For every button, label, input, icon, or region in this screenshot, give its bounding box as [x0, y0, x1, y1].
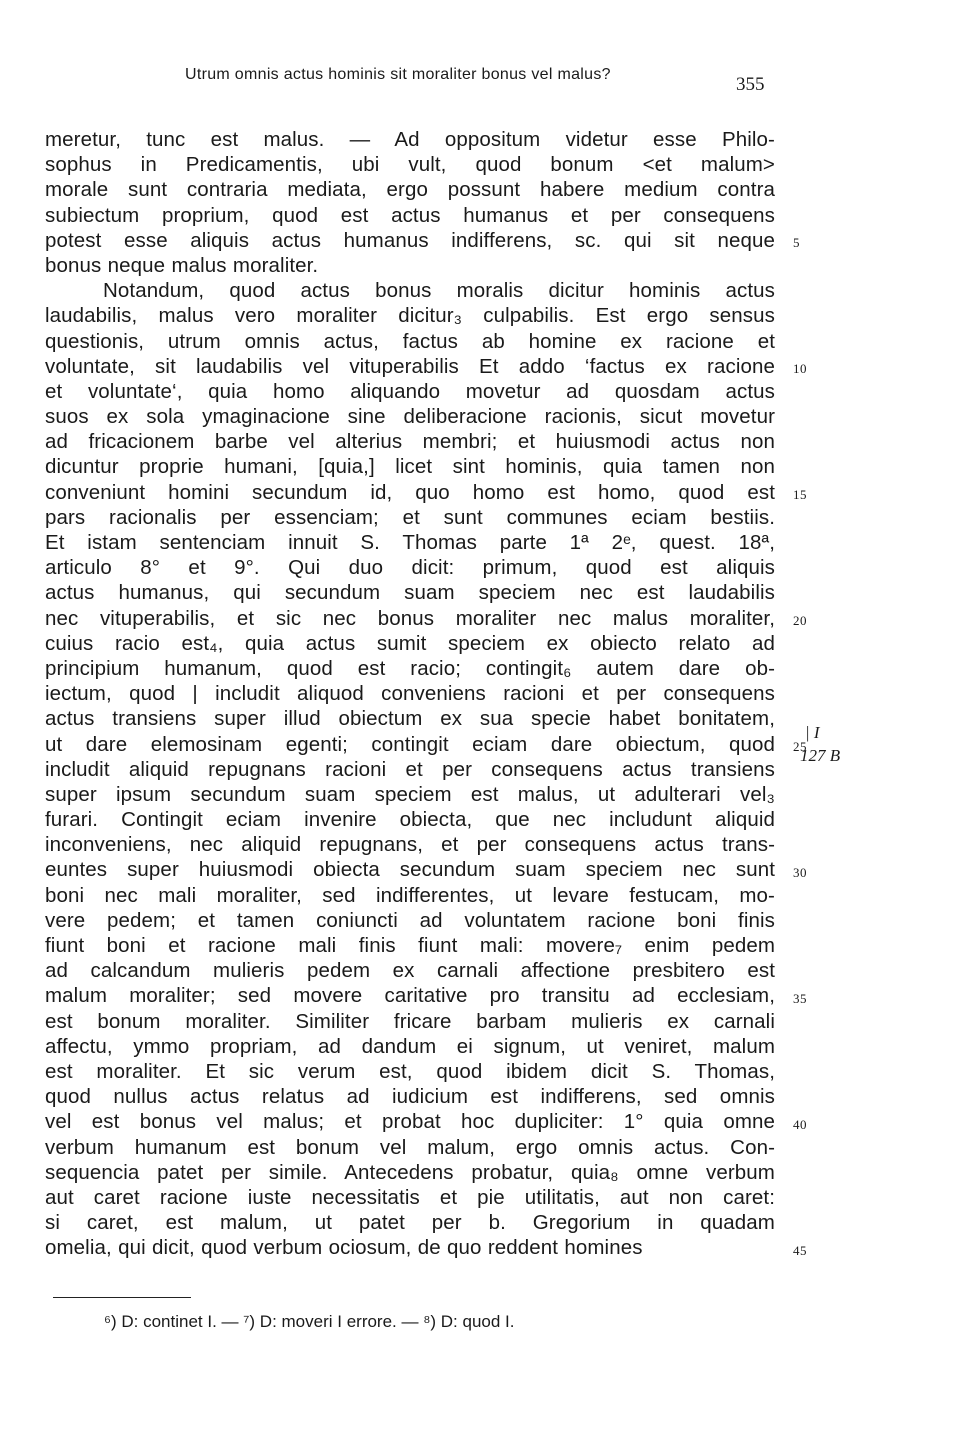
text-line: si caret, est malum, ut patet per b. Gregorium in quadam: [45, 1211, 775, 1235]
margin-line-number: 15: [793, 486, 807, 502]
margin-line-number: 10: [793, 360, 807, 376]
page-number: 355: [736, 74, 765, 95]
text-line: dicuntur proprie humani, [quia,] licet sint hominis, quia tamen non: [45, 455, 775, 479]
text-line: articulo 8° et 9°. Qui duo dicit: primum, quod est aliquis: [45, 556, 775, 580]
text-line: principium humanum, quod est racio; contingit₆ autem dare ob-: [45, 656, 775, 680]
text-line: et voluntate‘, quia homo aliquando movetur ad quosdam actus: [45, 379, 775, 403]
text-line: verbum humanum est bonum vel malum, ergo omnis actus. Con-: [45, 1135, 775, 1159]
margin-line-number: 45: [793, 1242, 807, 1258]
text-line: vel est bonus vel malus; et probat hoc dupliciter: 1° quia omne: [45, 1110, 775, 1134]
text-line: voluntate, sit laudabilis vel vituperabilis Et addo ‘factus ex racione: [45, 354, 775, 378]
text-line: est bonum moraliter. Similiter fricare barbam mulieris ex carnali: [45, 1009, 775, 1033]
text-line: actus humanus, qui secundum suam speciem nec est laudabilis: [45, 581, 775, 605]
text-line: bonus neque malus moraliter.: [45, 253, 319, 277]
text-line: iectum, quod | includit aliquod conveniens racioni et per consequens: [45, 682, 775, 706]
text-line: fiunt boni et racione mali finis fiunt mali: movere₇ enim pedem: [45, 934, 775, 957]
text-line: malum moraliter; sed movere caritative pro transitu ad ecclesiam,: [45, 984, 775, 1008]
margin-line-number: 5: [793, 234, 800, 250]
text-line: furari. Contingit eciam invenire obiecta, que nec includunt aliquid: [45, 808, 775, 832]
text-line: subiectum proprium, quod est actus humanus et per consequens: [45, 203, 775, 227]
text-line: sophus in Predicamentis, ubi vult, quod bonum <et malum>: [45, 153, 775, 177]
text-line: Notandum, quod actus bonus moralis dicitur hominis actus: [103, 279, 775, 303]
text-line: Et istam sentenciam innuit S. Thomas parte 1ª 2ᵉ, quest. 18ª,: [45, 531, 775, 554]
text-line: morale sunt contraria mediata, ergo possunt habere medium contra: [45, 178, 775, 202]
text-line: euntes super huiusmodi obiecta secundum suam speciem nec sunt: [45, 858, 775, 882]
margin-ref-manuscript: | I: [805, 723, 820, 742]
margin-line-number: 20: [793, 612, 807, 628]
text-line: aut caret racione iuste necessitatis et pie utilitatis, aut non caret:: [45, 1185, 775, 1209]
text-line: potest esse aliquis actus humanus indifferens, sc. qui sit neque: [45, 228, 775, 252]
text-line: super ipsum secundum suam speciem est malus, ut adulterari vel₃: [45, 782, 775, 806]
text-line: pars racionalis per essenciam; et sunt communes eciam bestiis.: [45, 505, 775, 529]
margin-line-number: 30: [793, 864, 807, 880]
margin-ref-folio: 127 B: [800, 746, 841, 765]
text-line: conveniunt homini secundum id, quo homo est homo, quod est: [45, 480, 775, 504]
text-line: quod nullus actus relatus ad iudicium est indifferens, sed omnis: [45, 1085, 775, 1109]
text-line: boni nec mali moraliter, sed indifferentes, ut levare festucam, mo-: [45, 883, 775, 907]
text-line: ad calcandum mulieris pedem ex carnali affectione presbitero est: [45, 959, 775, 983]
text-line: sequencia patet per simile. Antecedens probatur, quia₈ omne verbum: [45, 1160, 775, 1184]
text-line: est moraliter. Et sic verum est, quod ibidem dicit S. Thomas,: [45, 1059, 775, 1083]
text-line: vere pedem; et tamen coniuncti ad voluntatem racione boni finis: [45, 908, 775, 932]
margin-line-number: 25: [793, 738, 807, 754]
text-line: actus transiens super illud obiectum ex sua specie habet bonitatem,: [45, 707, 775, 731]
text-line: affectu, ymmo propriam, ad dandum ei signum, ut veniret, malum: [45, 1034, 775, 1058]
text-line: questionis, utrum omnis actus, factus ab homine ex racione et: [45, 329, 775, 353]
text-line: laudabilis, malus vero moraliter dicitur₃ culpabilis. Est ergo sensus: [45, 304, 775, 328]
text-line: inconveniens, nec aliquid repugnans, et per consequens actus trans-: [45, 833, 775, 857]
footnotes: ⁶) D: continet I. — ⁷) D: moveri I errore. — ⁸) D: quod I.: [104, 1312, 515, 1331]
margin-line-number: 40: [793, 1116, 807, 1132]
footnote-rule: [53, 1297, 191, 1298]
text-line: nec vituperabilis, et sic nec bonus moraliter nec malus moraliter,: [45, 606, 775, 630]
text-line: meretur, tunc est malus. — Ad oppositum videtur esse Philo-: [45, 128, 775, 151]
running-title: Utrum omnis actus hominis sit moraliter bonus vel malus?: [185, 66, 611, 83]
text-line: omelia, qui dicit, quod verbum ociosum, de quo reddent homines: [45, 1236, 643, 1260]
body-text: [45, 127, 775, 1260]
text-line: ut dare elemosinam egenti; contingit eciam dare obiectum, quod: [45, 732, 775, 756]
text-line: ad fricacionem barbe vel alterius membri; et huiusmodi actus non: [45, 430, 775, 454]
margin-line-number: 35: [793, 990, 807, 1006]
text-line: suos ex sola ymaginacione sine deliberacione racionis, sicut movetur: [45, 405, 775, 429]
text-line: cuius racio est₄, quia actus sumit speciem ex obiecto relato ad: [45, 631, 775, 655]
text-line: includit aliquid repugnans racioni et per consequens actus transiens: [45, 757, 775, 781]
